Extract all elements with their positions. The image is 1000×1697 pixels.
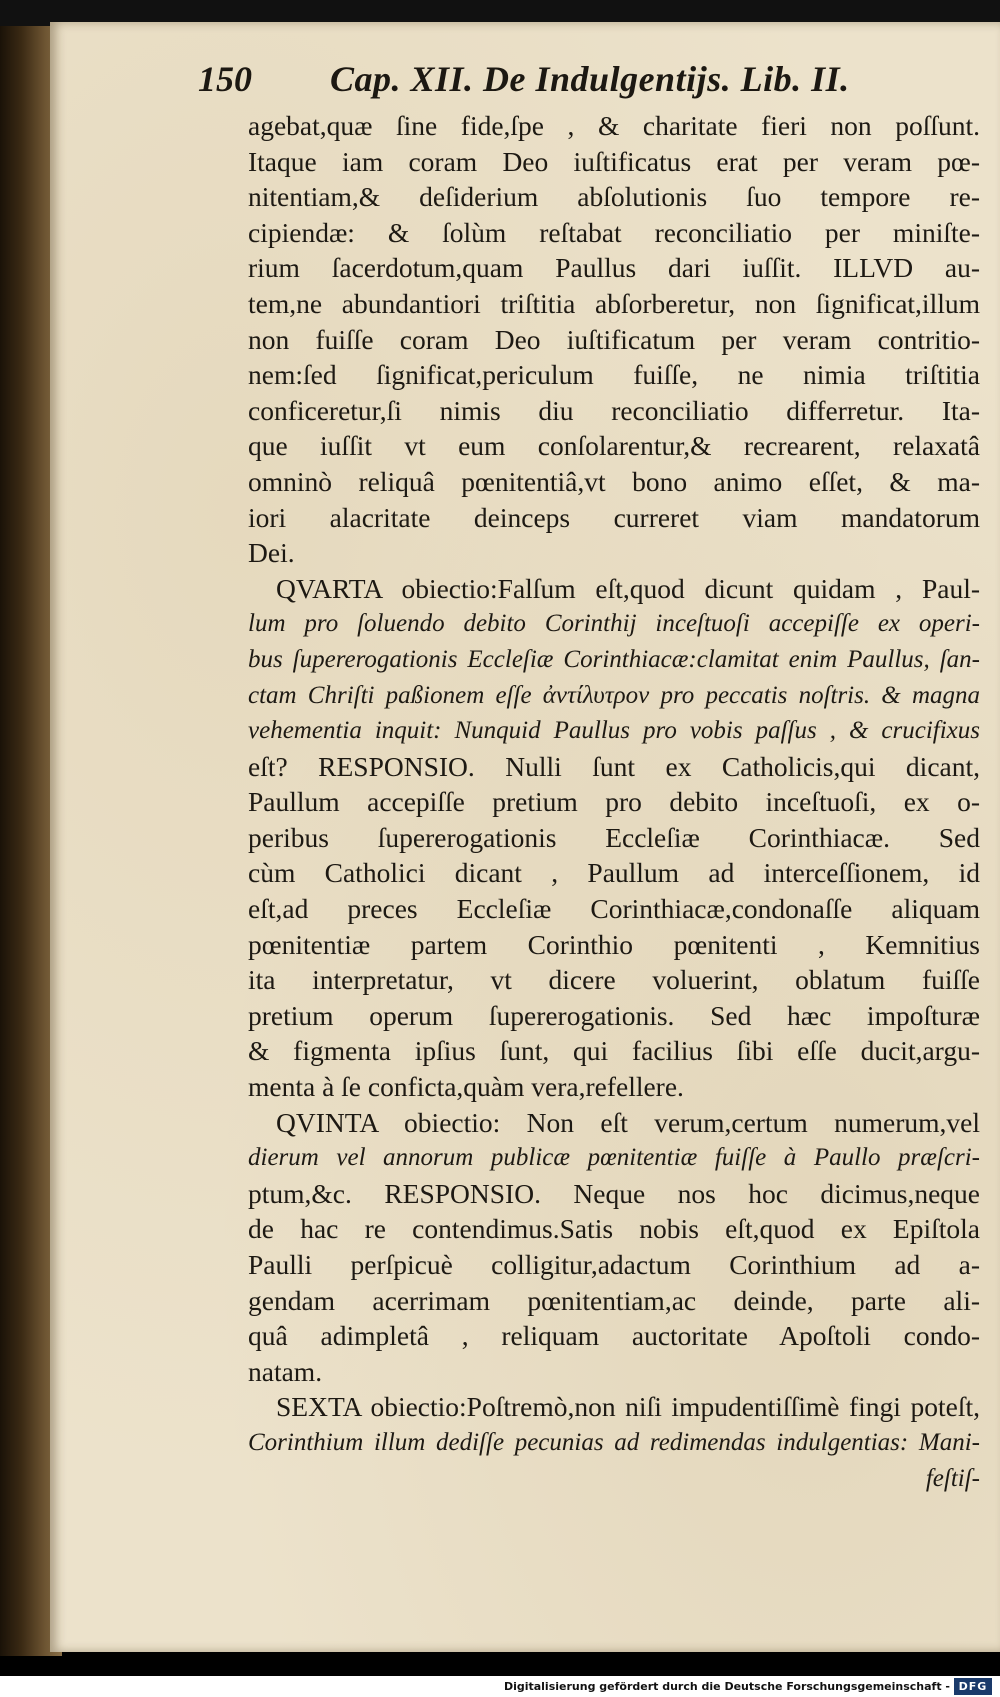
text-line: pretium operum ſupererogationis. Sed hæc impoſturæ bbox=[248, 999, 980, 1031]
text-line: vehementia inquit: Nunquid Paullus pro vobis paſſus , & crucifixus bbox=[248, 717, 980, 745]
text-line: menta à ſe confiсta,quàm vera,refellere. bbox=[248, 1071, 684, 1103]
text-line: ptum,&c. RESPONSIO. Neque nos hoc dicimus,neque bbox=[248, 1177, 980, 1209]
text-line: pœnitentiæ partem Corinthio pœnitenti , Kemnitius bbox=[248, 928, 980, 960]
text-line: QVARTA obiectio:Falſum eſt,quod dicunt quidam , Paul- bbox=[276, 572, 980, 604]
text-line: nem:ſed ſignificat,periculum fuiſſe, ne nimia triſtitia bbox=[248, 359, 980, 391]
dfg-logo: DFG bbox=[954, 1678, 992, 1695]
text-line: QVINTA obiectio: Non eſt verum,certum numerum,vel bbox=[276, 1106, 980, 1138]
text-line: rium ſacerdotum,quam Paullus dari iuſſit. ILLVD au- bbox=[248, 252, 980, 284]
text-line: de hac re contendimus.Satis nobis eſt,quod ex Epiſtola bbox=[248, 1213, 980, 1245]
text-line: Dei. bbox=[248, 537, 295, 569]
text-line: quâ adimpletâ , reliquam auctoritate Apoſtoli condo- bbox=[248, 1320, 980, 1352]
text-line: ita interpretatur, vt dicere voluerint, oblatum fuiſſe bbox=[248, 964, 980, 996]
text-line: agebat,quæ ſine fide,ſpe , & charitate fieri non poſſunt. bbox=[248, 110, 980, 141]
text-line: conficeretur,ſi nimis diu reconciliatio differretur. Ita- bbox=[248, 394, 980, 426]
catchword: feſtiſ- bbox=[925, 1464, 980, 1492]
text-line: Corinthium illum dediſſe pecunias ad redimendas indulgentias: Mani- bbox=[248, 1428, 980, 1456]
text-line: ctam Chriſti paßionem eſſe ἀντίλυτρον pro peccatis noſtris. & magna bbox=[248, 681, 980, 709]
text-line: eſt? RESPONSIO. Nulli ſunt ex Catholicis,qui dicant, bbox=[248, 750, 980, 782]
text-line: SEXTA obiectio:Poſtremò,non niſi impudentiſſimè fingi poteſt, bbox=[276, 1391, 980, 1423]
text-line: que iuſſit vt eum conſolarentur,& recrearent, relaxatâ bbox=[248, 430, 980, 462]
text-line: non fuiſſe coram Deo iuſtificatum per veram contritio- bbox=[248, 323, 980, 355]
running-title: Cap. XII. De Indulgentijs. Lib. II. bbox=[330, 59, 850, 99]
text-line: dierum vel annorum publicæ pœnitentiæ fuiſſe à Paullo præſcri- bbox=[248, 1144, 980, 1172]
text-line: Paulli perſpicuè colligitur,adactum Corinthium ad a- bbox=[248, 1249, 980, 1280]
text-line: Itaque iam coram Deo iuſtificatus erat per veram pœ- bbox=[248, 145, 980, 177]
text-line: nitentiam,& deſiderium abſolutionis ſuo tempore re- bbox=[248, 181, 980, 213]
text-line: omninò reliquâ pœnitentiâ,vt bono animo eſſet, & ma- bbox=[248, 465, 980, 497]
body-text bbox=[248, 108, 980, 1496]
page-number: 150 bbox=[198, 59, 252, 99]
page-header bbox=[198, 58, 978, 108]
text-line: bus ſupererogationis Eccleſiæ Corinthiacæ:clamitat enim Paullus, ſan- bbox=[248, 645, 980, 673]
text-line: eſt,ad preces Eccleſiæ Corinthiacæ,condonaſſe aliquam bbox=[248, 893, 980, 925]
text-line: natam. bbox=[248, 1355, 323, 1387]
text-line: cipiendæ: & ſolùm reſtabat reconciliatio per miniſte- bbox=[248, 216, 980, 248]
digitization-credit: Digitalisierung gefördert durch die Deutsche Forschungsgemeinschaft - bbox=[503, 1680, 950, 1693]
text-line: lum pro ſoluendo debito Corinthij inceſtuoſi accepiſſe ex operi- bbox=[248, 610, 980, 638]
text-line: iori alacritate deinceps curreret viam mandatorum bbox=[248, 501, 980, 533]
text-line: & figmenta ipſius ſunt, qui facilius ſibi eſſe ducit,argu- bbox=[248, 1035, 980, 1067]
text-line: peribus ſupererogationis Eccleſiæ Corinthiacæ. Sed bbox=[248, 821, 980, 853]
text-line: gendam acerrimam pœnitentiam,ac deinde, parte ali- bbox=[248, 1284, 980, 1316]
text-line: cùm Catholici dicant , Paullum ad interceſſionem, id bbox=[248, 857, 980, 889]
text-line: Paullum accepiſſe pretium pro debito inceſtuoſi, ex o- bbox=[248, 786, 980, 818]
text-line: tem,ne abundantiori triſtitia abſorberetur, non ſignificat,illum bbox=[248, 287, 980, 319]
